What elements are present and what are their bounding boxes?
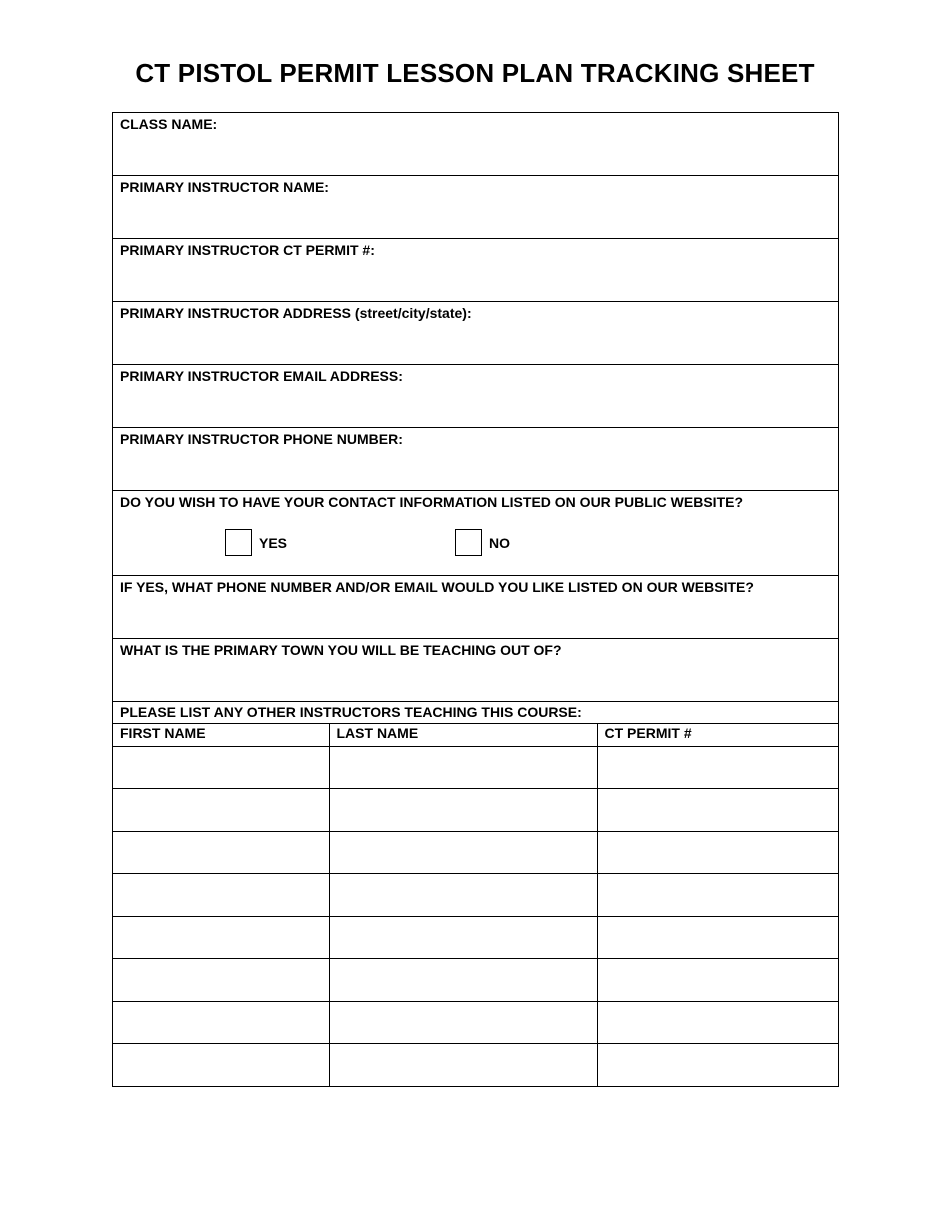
website-listing-label: DO YOU WISH TO HAVE YOUR CONTACT INFORMATION LISTED ON OUR PUBLIC WEBSITE? (120, 494, 744, 510)
no-option[interactable] (455, 529, 510, 556)
last-name-cell[interactable] (329, 916, 597, 959)
ct-permit-cell[interactable] (597, 874, 838, 917)
instructor-name-label: PRIMARY INSTRUCTOR NAME: (120, 179, 329, 195)
table-row (113, 789, 838, 832)
instructor-address-label: PRIMARY INSTRUCTOR ADDRESS (street/city/state): (120, 305, 472, 321)
ct-permit-cell[interactable] (597, 916, 838, 959)
other-instructors-label: PLEASE LIST ANY OTHER INSTRUCTORS TEACHING THIS COURSE: (120, 704, 582, 720)
last-name-cell[interactable] (329, 789, 597, 832)
ct-permit-cell[interactable] (597, 1044, 838, 1087)
instructor-phone-field[interactable] (113, 428, 838, 491)
last-name-cell[interactable] (329, 1001, 597, 1044)
ct-permit-header: CT PERMIT # (597, 724, 838, 746)
table-row (113, 1001, 838, 1044)
no-label: NO (489, 534, 510, 551)
page-title: CT PISTOL PERMIT LESSON PLAN TRACKING SHEET (135, 58, 815, 88)
instructor-permit-field[interactable] (113, 239, 838, 302)
last-name-cell[interactable] (329, 959, 597, 1002)
website-contact-label: IF YES, WHAT PHONE NUMBER AND/OR EMAIL WOULD YOU LIKE LISTED ON OUR WEBSITE? (120, 579, 754, 595)
table-row (113, 874, 838, 917)
other-instructors-heading (113, 702, 838, 724)
instructor-email-field[interactable] (113, 365, 838, 428)
website-listing-question (113, 491, 838, 576)
last-name-cell[interactable] (329, 746, 597, 789)
yes-label: YES (259, 534, 288, 551)
last-name-cell[interactable] (329, 831, 597, 874)
instructor-phone-label: PRIMARY INSTRUCTOR PHONE NUMBER: (120, 431, 403, 447)
ct-permit-cell[interactable] (597, 1001, 838, 1044)
table-row (113, 831, 838, 874)
no-checkbox[interactable] (455, 529, 482, 556)
ct-permit-cell[interactable] (597, 746, 838, 789)
other-instructors-table (113, 724, 838, 1086)
instructor-address-field[interactable] (113, 302, 838, 365)
first-name-header: FIRST NAME (113, 724, 329, 746)
instructor-name-field[interactable] (113, 176, 838, 239)
first-name-cell[interactable] (113, 1044, 329, 1087)
ct-permit-cell[interactable] (597, 831, 838, 874)
primary-town-label: WHAT IS THE PRIMARY TOWN YOU WILL BE TEACHING OUT OF? (120, 642, 562, 658)
table-row (113, 1044, 838, 1087)
first-name-cell[interactable] (113, 916, 329, 959)
table-row (113, 959, 838, 1002)
instructor-email-label: PRIMARY INSTRUCTOR EMAIL ADDRESS: (120, 368, 403, 384)
website-contact-field[interactable] (113, 576, 838, 639)
last-name-cell[interactable] (329, 1044, 597, 1087)
last-name-header: LAST NAME (329, 724, 597, 746)
instructor-permit-label: PRIMARY INSTRUCTOR CT PERMIT #: (120, 242, 375, 258)
ct-permit-cell[interactable] (597, 789, 838, 832)
table-row (113, 916, 838, 959)
class-name-field[interactable] (113, 113, 838, 176)
table-row (113, 746, 838, 789)
ct-permit-cell[interactable] (597, 959, 838, 1002)
yes-checkbox[interactable] (225, 529, 252, 556)
primary-town-field[interactable] (113, 639, 838, 702)
first-name-cell[interactable] (113, 831, 329, 874)
class-name-label: CLASS NAME: (120, 116, 218, 132)
first-name-cell[interactable] (113, 746, 329, 789)
last-name-cell[interactable] (329, 874, 597, 917)
first-name-cell[interactable] (113, 789, 329, 832)
table-header-row (113, 724, 838, 746)
tracking-form (112, 112, 839, 1087)
yes-option[interactable] (225, 529, 287, 556)
first-name-cell[interactable] (113, 874, 329, 917)
first-name-cell[interactable] (113, 1001, 329, 1044)
first-name-cell[interactable] (113, 959, 329, 1002)
